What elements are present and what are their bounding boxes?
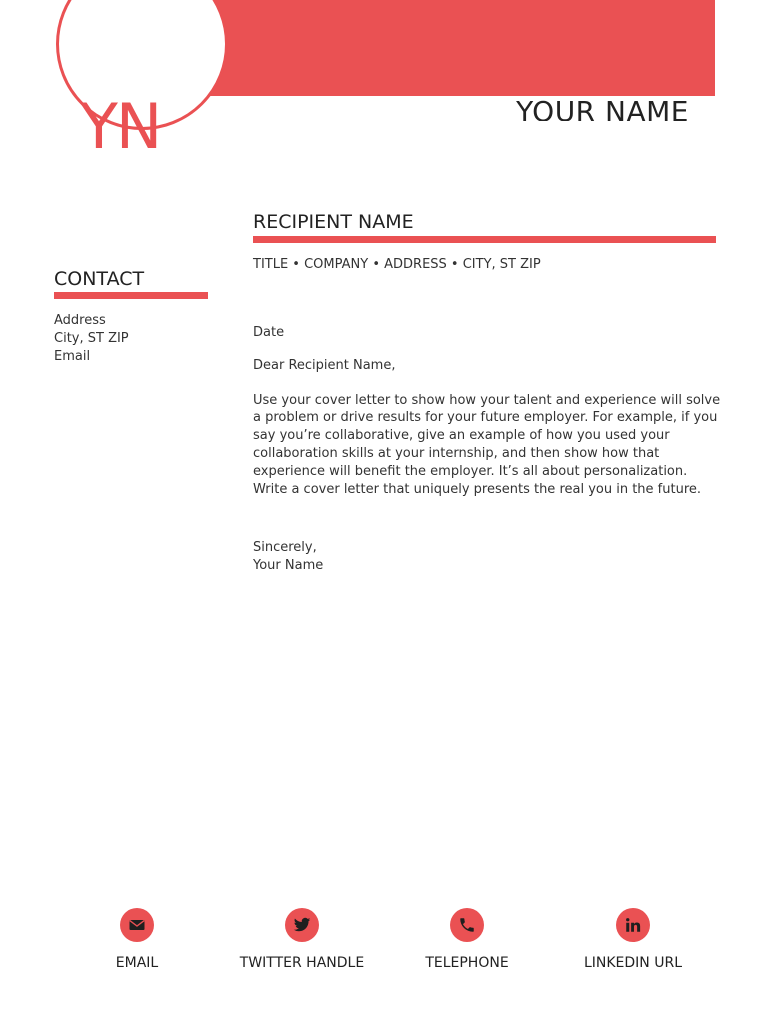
letter-body (253, 324, 723, 575)
footer-linkedin[interactable] (553, 908, 713, 972)
letter-signature: Your Name (253, 558, 324, 574)
footer-telephone[interactable] (387, 908, 547, 972)
footer-telephone-label: TELEPHONE (425, 955, 509, 971)
twitter-icon (285, 908, 319, 942)
contact-email: Email (54, 349, 91, 364)
header-band (200, 0, 715, 96)
recipient-details: TITLE • COMPANY • ADDRESS • CITY, ST ZIP (253, 257, 541, 272)
contact-heading: CONTACT (54, 268, 145, 290)
email-icon (120, 908, 154, 942)
footer-email-label: EMAIL (115, 955, 159, 971)
linkedin-icon (616, 908, 650, 942)
letter-closing (253, 539, 723, 575)
contact-divider (54, 292, 208, 299)
name-container (430, 96, 715, 121)
footer-twitter[interactable] (222, 908, 382, 972)
letter-salutation: Dear Recipient Name, (253, 357, 396, 373)
footer-email[interactable] (57, 908, 217, 972)
letter-date: Date (253, 325, 285, 340)
letter-closing-word: Sincerely, (253, 540, 317, 556)
contact-city: City, ST ZIP (54, 331, 129, 346)
contact-info (54, 312, 129, 366)
letter-paragraph: Use your cover letter to show how your talent and experience will solve a problem or drive results for your future employer. For example, if you say you’re collaborative, give an example of how you used your collaboration skills at your internship, and then show how that experience will benefit the employer. It’s all about personalization. Write a cover letter that uniquely presents the real you in the future. (253, 392, 721, 497)
recipient-name: RECIPIENT NAME (253, 211, 414, 233)
telephone-icon (450, 908, 484, 942)
your-name-heading: YOUR NAME (516, 96, 689, 121)
footer-twitter-label: TWITTER HANDLE (239, 955, 365, 971)
monogram: YN (80, 90, 161, 163)
recipient-divider (253, 236, 716, 243)
contact-address: Address (54, 313, 106, 328)
footer-linkedin-label: LINKEDIN URL (583, 955, 683, 971)
